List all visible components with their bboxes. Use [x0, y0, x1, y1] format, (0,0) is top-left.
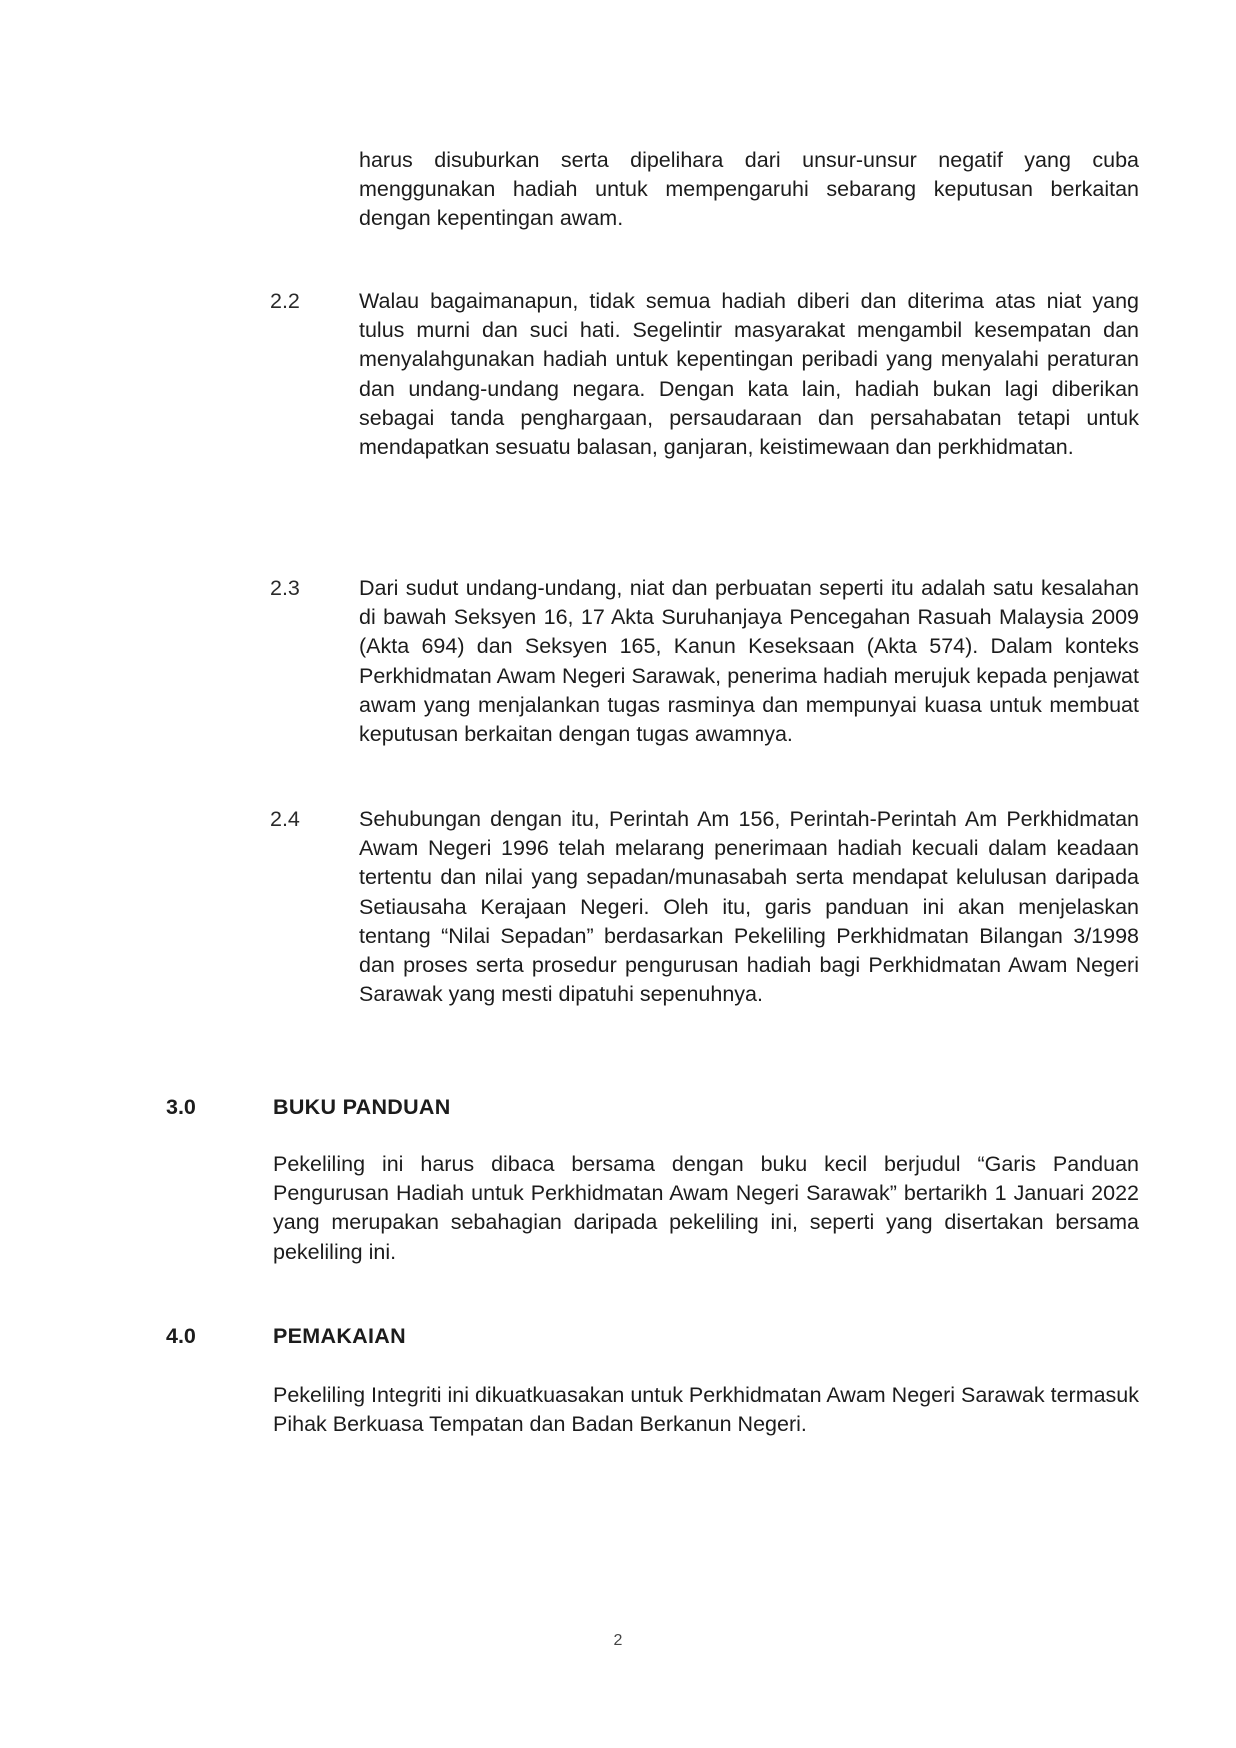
continuation-paragraph: harus disuburkan serta dipelihara dari unsur-unsur negatif yang cuba menggunakan hadiah untuk mempengaruhi sebarang keputusan berkaitan dengan kepentingan awam. — [359, 148, 1139, 231]
paragraph-number: 2.4 — [270, 807, 300, 831]
section-4-paragraph: Pekeliling Integriti ini dikuatkuasakan untuk Perkhidmatan Awam Negeri Sarawak termasuk Pihak Berkuasa Tempatan dan Badan Berkanun Negeri. — [273, 1383, 1140, 1437]
section-number: 3.0 — [166, 1095, 196, 1119]
section-title-buku-panduan: BUKU PANDUAN — [273, 1095, 451, 1119]
paragraph-number: 2.2 — [270, 289, 300, 313]
paragraph-number: 2.3 — [270, 576, 300, 600]
paragraph-2-4: Sehubungan dengan itu, Perintah Am 156, Perintah-Perintah Am Perkhidmatan Awam Negeri 1996 telah melarang penerimaan hadiah kecuali dalam keadaan tertentu dan nilai yang sepadan/munasabah serta mendapat kelulusan daripada Setiausaha Kerajaan Negeri. Oleh itu, garis panduan ini akan menjelaskan tentang “Nilai Sepadan” berdasarkan Pekeliling Perkhidmatan Bilangan 3/1998 dan proses serta prosedur pengurusan hadiah bagi Perkhidmatan Awam Negeri Sarawak yang mesti dipatuhi sepenuhnya. — [359, 807, 1139, 1007]
section-title-pemakaian: PEMAKAIAN — [273, 1324, 406, 1348]
paragraph-2-2: Walau bagaimanapun, tidak semua hadiah diberi dan diterima atas niat yang tulus murni dan suci hati. Segelintir masyarakat mengambil kesempatan dan menyalahgunakan hadiah untuk kepentingan peribadi yang menyalahi peraturan dan undang-undang negara. Dengan kata lain, hadiah bukan lagi diberikan sebagai tanda penghargaan, persaudaraan dan persahabatan tetapi untuk mendapatkan sesuatu balasan, ganjaran, keistimewaan dan perkhidmatan. — [359, 289, 1139, 460]
section-number: 4.0 — [166, 1324, 196, 1348]
page-number: 2 — [613, 1632, 623, 1649]
paragraph-2-3: Dari sudut undang-undang, niat dan perbuatan seperti itu adalah satu kesalahan di bawah Seksyen 16, 17 Akta Suruhanjaya Pencegahan Rasuah Malaysia 2009 (Akta 694) dan Seksyen 165, Kanun Keseksaan (Akta 574). Dalam konteks Perkhidmatan Awam Negeri Sarawak, penerima hadiah merujuk kepada penjawat awam yang menjalankan tugas rasminya dan mempunyai kuasa untuk membuat keputusan berkaitan dengan tugas awamnya. — [359, 576, 1139, 747]
section-3-paragraph: Pekeliling ini harus dibaca bersama dengan buku kecil berjudul “Garis Panduan Pengurusan Hadiah untuk Perkhidmatan Awam Negeri Sarawak” bertarikh 1 Januari 2022 yang merupakan sebahagian daripada pekeliling ini, seperti yang disertakan bersama pekeliling ini. — [273, 1152, 1139, 1264]
